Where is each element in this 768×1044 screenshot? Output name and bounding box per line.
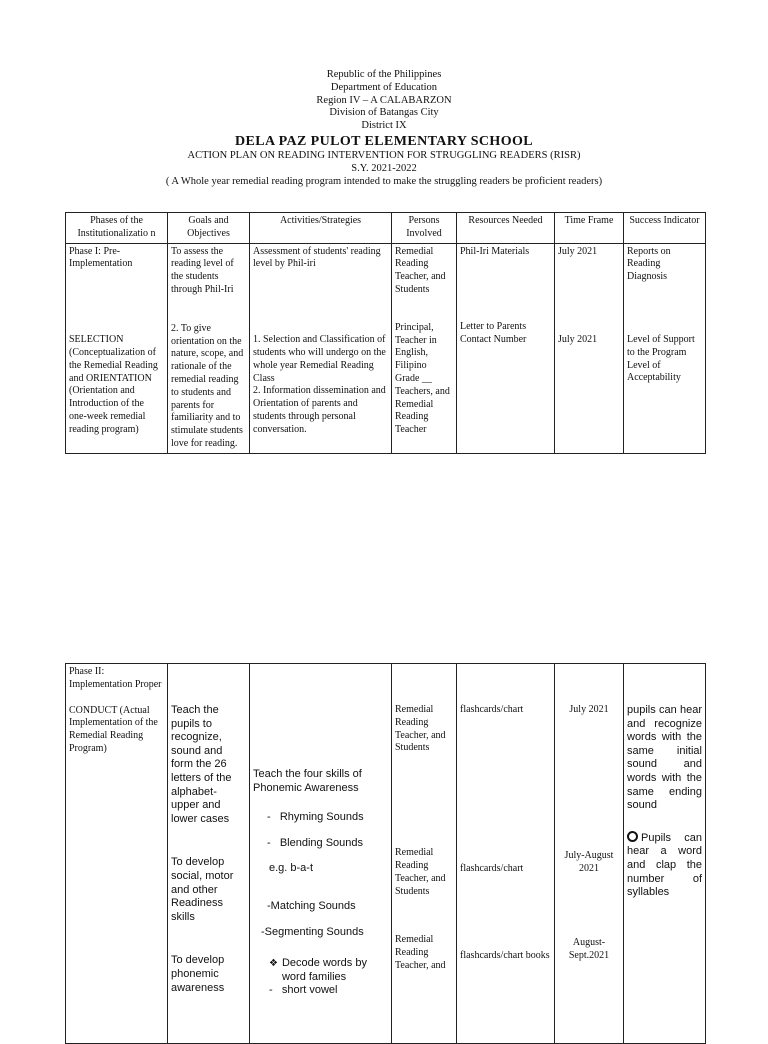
indicator2-cell bbox=[624, 664, 706, 1044]
document-header bbox=[0, 69, 768, 188]
header-line-division: Division of Batangas City bbox=[329, 107, 439, 119]
indicator-reports: Reports on Reading Diagnosis bbox=[627, 245, 671, 283]
indicator-support: Level of Support to the Program Level of Acceptability bbox=[627, 333, 695, 384]
activity-matching: -Matching Sounds bbox=[267, 899, 356, 912]
persons-phase2-3: Remedial Reading Teacher, and bbox=[395, 934, 446, 971]
goal-readiness: To develop social, motor and other Readiness skills bbox=[171, 856, 234, 923]
activity-selection: 1. Selection and Classification of students who will undergo on the whole year Remedial Reading Class bbox=[253, 334, 386, 384]
timeframe-phase2-3: August-Sept.2021 bbox=[568, 937, 610, 962]
goal-letters: Teach the pupils to recognize, sound and form the 26 letters of the alphabet- upper and lower cases bbox=[171, 704, 232, 825]
goal-orientation: 2. To give orientation on the nature, scope, and rationale of the remedial reading to students and parents for familiarity and to stimulate students love for reading. bbox=[171, 322, 244, 449]
persons-cell bbox=[392, 243, 457, 453]
timeframe-july-1: July 2021 bbox=[558, 245, 598, 257]
phase-implementation-proper: Phase II: Implementation Proper bbox=[69, 666, 162, 690]
goal-cell bbox=[168, 243, 250, 453]
activity-four-skills: Teach the four skills of Phonemic Awareness bbox=[253, 768, 362, 794]
phase-conduct: CONDUCT (Actual Implementation of the Remedial Reading Program) bbox=[69, 704, 158, 754]
indicator-cell bbox=[624, 243, 706, 453]
action-plan-table-part1 bbox=[65, 212, 706, 454]
timeframe-phase2-1: July 2021 bbox=[569, 704, 609, 715]
phase-selection-orientation: SELECTION (Conceptualization of the Remedial Reading and ORIENTATION (Orientation and Introduction of the one-week remedial reading program) bbox=[69, 334, 158, 435]
resources-letter: Letter to Parents Contact Number bbox=[460, 321, 527, 346]
resources-flashcards-1: flashcards/chart bbox=[460, 704, 524, 715]
dash-icon: - bbox=[267, 811, 280, 824]
activity-decode bbox=[253, 957, 388, 984]
header-line-region: Region IV – A CALABARZON bbox=[316, 94, 452, 106]
resources-flashcards-2: flashcards/chart bbox=[460, 862, 524, 874]
table-header-row bbox=[66, 213, 706, 244]
circle-bullet-icon bbox=[627, 831, 638, 842]
blending-label: Blending Sounds bbox=[279, 836, 364, 849]
goal-assess: To assess the reading level of the students through Phil-Iri bbox=[171, 245, 234, 295]
activity-short-vowel bbox=[253, 984, 388, 998]
activity-example: e.g. b-a-t bbox=[269, 862, 314, 875]
header-resources: Resources Needed bbox=[457, 213, 555, 244]
header-persons: Persons Involved bbox=[392, 213, 457, 244]
activity-assessment: Assessment of students' reading level by Phil-iri bbox=[253, 245, 381, 270]
persons-phase2-1: Remedial Reading Teacher, and Students bbox=[395, 704, 446, 754]
resources-phil-iri: Phil-Iri Materials bbox=[460, 245, 530, 257]
table-row bbox=[66, 243, 706, 453]
resources-cell bbox=[457, 243, 555, 453]
persons-phase2-2: Remedial Reading Teacher, and Students bbox=[395, 847, 446, 897]
timeframe2-cell bbox=[555, 664, 624, 1044]
phase2-cell bbox=[66, 664, 168, 1044]
phase-pre-implementation: Phase I: Pre-Implementation bbox=[69, 245, 133, 270]
dash-icon: - bbox=[267, 836, 280, 849]
school-name: DELA PAZ PULOT ELEMENTARY SCHOOL bbox=[234, 133, 534, 149]
resources2-cell bbox=[457, 664, 555, 1044]
decode-label: Decode words by word families bbox=[281, 957, 367, 983]
timeframe-phase2-2: July-August 2021 bbox=[564, 849, 614, 874]
activity-rhyming bbox=[253, 811, 388, 825]
diamond-bullet-icon: ❖ bbox=[269, 958, 278, 970]
resources-flashcards-books: flashcards/chart books bbox=[460, 949, 550, 961]
dash-icon: - bbox=[269, 984, 282, 997]
indicator-phase2-2 bbox=[627, 831, 702, 900]
goal2-cell bbox=[168, 664, 250, 1044]
header-timeframe: Time Frame bbox=[555, 213, 624, 244]
header-activities: Activities/Strategies bbox=[250, 213, 392, 244]
activity-cell bbox=[250, 243, 392, 453]
header-line-republic: Republic of the Philippines bbox=[326, 69, 442, 80]
header-line-district: District IX bbox=[361, 120, 407, 132]
persons-remedial: Remedial Reading Teacher, and Students bbox=[395, 245, 446, 295]
school-year: S.Y. 2021-2022 bbox=[351, 162, 417, 174]
header-goals: Goals and Objectives bbox=[168, 213, 250, 244]
rhyming-label: Rhyming Sounds bbox=[279, 811, 364, 824]
activity-dissemination: 2. Information dissemination and Orientation of parents and students through personal conversation. bbox=[253, 385, 386, 435]
header-line-department: Department of Education bbox=[330, 81, 438, 93]
header-indicator: Success Indicator bbox=[624, 213, 706, 244]
activity2-cell bbox=[250, 664, 392, 1044]
header-phases: Phases of the Institutionalizatio n bbox=[66, 213, 168, 244]
indicator-phase2-1: pupils can hear and recognize words with the same initial sound and words with the same ending sound bbox=[627, 704, 702, 812]
persons2-cell bbox=[392, 664, 457, 1044]
persons-principal: Principal, Teacher in English, Filipino Grade __ Teachers, and Remedial Reading Teacher bbox=[395, 321, 450, 436]
goal-phonemic: To develop phonemic awareness bbox=[171, 954, 225, 994]
indicator-phase2-2-text: Pupils can hear a word and clap the number of syllables bbox=[627, 831, 702, 899]
plan-description: ( A Whole year remedial reading program intended to make the struggling readers be proficient readers) bbox=[165, 175, 603, 187]
phase-cell bbox=[66, 243, 168, 453]
action-plan-table-part2 bbox=[65, 663, 706, 1044]
timeframe-july-2: July 2021 bbox=[558, 334, 598, 346]
table-row bbox=[66, 664, 706, 1044]
timeframe-cell bbox=[555, 243, 624, 453]
activity-blending bbox=[253, 837, 388, 851]
short-vowel-label: short vowel bbox=[281, 984, 338, 997]
activity-segmenting: -Segmenting Sounds bbox=[261, 925, 364, 938]
plan-title: ACTION PLAN ON READING INTERVENTION FOR STRUGGLING READERS (RISR) bbox=[187, 149, 581, 161]
